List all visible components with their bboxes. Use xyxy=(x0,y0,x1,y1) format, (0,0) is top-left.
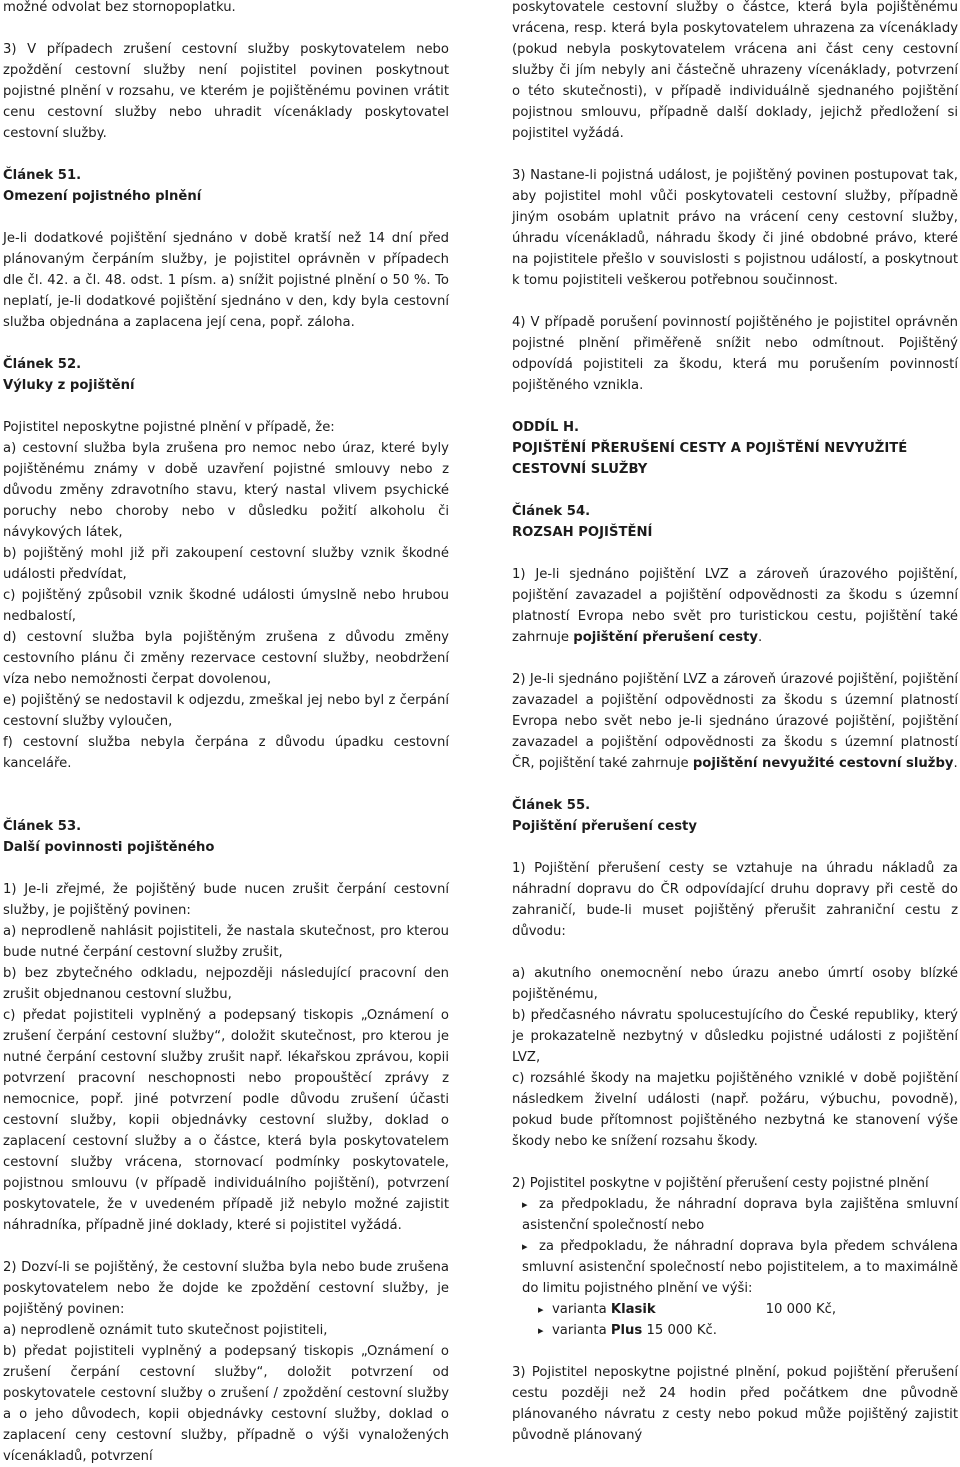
list-item: d) cestovní služba byla pojištěným zrušena z důvodu změny cestovního plánu či změny rezervace cestovní služby, neobdržení víza nebo nemožnosti čerpat dovolenou, xyxy=(3,630,449,687)
variant-row xyxy=(512,1320,958,1341)
list-item: a) cestovní služba byla zrušena pro nemoc nebo úraz, které byly pojištěnému známy v době uzavření pojistné smlouvy nebo z důvodu změny zdravotního stavu, který nastal vlivem psychické poruchy nebo choroby nebo v důsledku požití alkoholu či návykových látek, xyxy=(3,441,449,540)
section-title: ODDÍL H. xyxy=(512,420,580,435)
paragraph xyxy=(512,669,958,774)
right-column xyxy=(512,0,958,1446)
article-title: Článek 55. xyxy=(512,798,591,813)
paragraph-text: 1) Je-li sjednáno pojištění LVZ a zároveň úrazového pojištění, pojištění zavazadel a pojištění odpovědnosti za škodu s územní platností Evropa nebo svět pro turistickou cestu, pojištění také zahrnuje xyxy=(512,567,958,645)
paragraph xyxy=(512,564,958,648)
paragraph: 2) Dozví-li se pojištěný, že cestovní služba byla nebo bude zrušena poskytovatelem nebo že dojde ke zpoždění cestovní služby, je pojištěný povinen: xyxy=(3,1260,449,1317)
variant-label: varianta xyxy=(552,1323,611,1338)
bullet-item: ▸ za předpokladu, že náhradní doprava byla zajištěna smluvní asistenční společností nebo xyxy=(512,1194,958,1236)
list-item: b) předat pojistiteli vyplněný a podepsaný tiskopis „Oznámení o zrušení čerpání cestovní služby“, doložit potvrzení od poskytovatele cestovní služby o zrušení / zpoždění cestovní služby a o jeho důvodech, kopii objednávky cestovní služby, doklad o zaplacení ceny cestovní služby, případně o výši vynaložených vícenákladů, potvrzení xyxy=(3,1344,449,1464)
paragraph: 1) Je-li zřejmé, že pojištěný bude nucen zrušit čerpání cestovní služby, je pojištěný povinen: xyxy=(3,882,449,918)
list-item: a) akutního onemocnění nebo úrazu anebo úmrtí osoby blízké pojištěnému, xyxy=(512,966,958,1002)
bold-term: pojištění přerušení cesty xyxy=(573,630,758,645)
article-subtitle: Další povinnosti pojištěného xyxy=(3,840,215,855)
list-item: a) neprodleně nahlásit pojistiteli, že nastala skutečnost, pro kterou bude nutné čerpání cestovní služby zrušit, xyxy=(3,924,449,960)
list-item: e) pojištěný se nedostavil k odjezdu, zmeškal jej nebo byl z čerpání cestovní služby vyloučen, xyxy=(3,693,449,729)
list-item: b) pojištěný mohl již při zakoupení cestovní služby vznik škodné události předvídat, xyxy=(3,546,449,582)
paragraph: 3) Nastane-li pojistná událost, je pojištěný povinen postupovat tak, aby pojistitel mohl vůči poskytovateli cestovní služby, případně jiným osobám uplatnit právo na vrácení ceny cestovní služby, úhradu vícenákladů, náhradu škody či jiné obdobné právo, které na pojistitele přešlo v souvislosti s pojistnou událostí, a poskytnout k tomu pojistiteli veškerou potřebnou součinnost. xyxy=(512,168,958,288)
list-item: b) předčasného návratu spolucestujícího do České republiky, který je prokazatelně nezbytný v důsledku pojistné události z pojištění LVZ, xyxy=(512,1008,958,1065)
variant-name: Plus xyxy=(610,1323,643,1338)
article-subtitle: Omezení pojistného plnění xyxy=(3,189,202,204)
variant-name: Klasik xyxy=(610,1302,656,1317)
paragraph: Pojistitel neposkytne pojistné plnění v případě, že: xyxy=(3,420,335,435)
paragraph: poskytovatele cestovní služby o částce, která byla pojištěnému vrácena, resp. která byla poskytovatelem uhrazena za vícenáklady (pokud nebyla poskytovatelem vrácena ani část ceny cestovní služby či jím nebyly ani částečně uhrazeny vícenáklady, potvrzení o této skutečnosti), v případě individuálně sjednaného pojištění pojistnou smlouvu, případně další doklady, jejichž předložení si pojistitel vyžádá. xyxy=(512,0,958,141)
variant-label: varianta xyxy=(552,1302,611,1317)
list-item: c) rozsáhlé škody na majetku pojištěného vzniklé v době pojištění následkem živelní události (např. požáru, výbuchu, povodně), pokud bude přítomnost pojištěného nezbytná ke stanovení výše škody nebo ke snížení rozsahu škody. xyxy=(512,1071,958,1149)
paragraph: 1) Pojištění přerušení cesty se vztahuje na úhradu nákladů za náhradní dopravu do ČR odpovídající druhu dopravy při cestě do zahraničí, bude-li muset pojištěný přerušit zahraniční cestu z důvodu: xyxy=(512,861,958,939)
article-title: Článek 54. xyxy=(512,504,591,519)
triangle-bullet-icon: ▸ xyxy=(538,1303,544,1316)
section-subtitle: POJIŠTĚNÍ PŘERUŠENÍ CESTY A POJIŠTĚNÍ NEVYUŽITÉ CESTOVNÍ SLUŽBY xyxy=(512,441,908,477)
paragraph: 2) Pojistitel poskytne v pojištění přerušení cesty pojistné plnění xyxy=(512,1176,929,1191)
article-title: Článek 52. xyxy=(3,357,82,372)
article-subtitle: ROZSAH POJIŠTĚNÍ xyxy=(512,525,653,540)
variant-row xyxy=(512,1299,958,1320)
article-title: Článek 53. xyxy=(3,819,82,834)
list-item: b) bez zbytečného odkladu, nejpozději následující pracovní den zrušit objednanou cestovní službu, xyxy=(3,966,449,1002)
punct: . xyxy=(953,756,958,771)
paragraph: 4) V případě porušení povinností pojištěného je pojistitel oprávněn pojistné plnění přiměřeně snížit nebo odmítnout. Pojištěný odpovídá pojistiteli za škodu, která mu porušením povinností pojištěného vznikla. xyxy=(512,315,958,393)
paragraph: možné odvolat bez stornopoplatku. xyxy=(3,0,236,15)
list-item: c) pojištěný způsobil vznik škodné události úmyslně nebo hrubou nedbalostí, xyxy=(3,588,449,624)
bold-term: pojištění nevyužité cestovní služby xyxy=(692,756,954,771)
list-item: c) předat pojistiteli vyplněný a podepsaný tiskopis „Oznámení o zrušení čerpání cestovní služby“, doložit skutečnost, pro kterou je nutné čerpání cestovní služby zrušit např. lékařskou zprávou, kopii potvrzení pracovní neschopnosti nebo propouštěcí zprávy z nemocnice, popř. jiné potvrzení podle důvodu zrušení účasti cestovní služby, kopii objednávky cestovní služby, doklad o zaplacení cestovní služby a o částce, která byla poskytovatelem cestovní služby vrácena, stornovací podmínky poskytovatele, pojistnou smlouvu (v případě individuálního pojištění), potvrzení poskytovatele, že v uvedeném případě již nebylo možné zajistit náhradníka, případně jiné doklady, které si pojistitel vyžádá. xyxy=(3,1008,449,1233)
list-item: f) cestovní služba nebyla čerpána z důvodu úpadku cestovní kanceláře. xyxy=(3,735,449,771)
bullet-item: ▸ za předpokladu, že náhradní doprava byla předem schválena smluvní asistenční společností nebo pojistitelem, a to maximálně do limitu pojistného plnění ve výši: xyxy=(512,1236,958,1299)
triangle-bullet-icon: ▸ xyxy=(538,1324,544,1337)
variant-amount: 10 000 Kč, xyxy=(765,1302,837,1317)
article-subtitle: Pojištění přerušení cesty xyxy=(512,819,697,834)
article-subtitle: Výluky z pojištění xyxy=(3,378,135,393)
article-title: Článek 51. xyxy=(3,168,82,183)
paragraph: 3) V případech zrušení cestovní služby poskytovatelem nebo zpoždění cestovní služby není pojistitel povinen poskytnout pojistné plnění v rozsahu, ve kterém je pojištěnému povinen vrátit cenu cestovní služby nebo uhradit vícenáklady poskytovatel cestovní služby. xyxy=(3,42,449,141)
variant-amount: 15 000 Kč. xyxy=(646,1323,717,1338)
paragraph: Je-li dodatkové pojištění sjednáno v době kratší než 14 dní před plánovaným čerpáním služby, je pojistitel oprávněn v případech dle čl. 42. a čl. 48. odst. 1 písm. a) snížit pojistné plnění o 50 %. To neplatí, je-li dodatkové pojištění sjednáno v den, kdy byla cestovní služba objednána a zaplacena její cena, popř. záloha. xyxy=(3,231,449,330)
left-column xyxy=(3,0,449,1467)
paragraph-text: 2) Je-li sjednáno pojištění LVZ a zároveň úrazové pojištění, pojištění zavazadel a pojištění odpovědnosti za škodu s územní platností Evropa nebo svět nebo je-li sjednáno úrazové pojištění, pojištění zavazadel a pojištění odpovědnosti za škodu s územní platností ČR, pojištění také zahrnuje xyxy=(512,672,958,771)
list-item: a) neprodleně oznámit tuto skutečnost pojistiteli, xyxy=(3,1323,328,1338)
paragraph: 3) Pojistitel neposkytne pojistné plnění, pokud pojištění přerušení cestu později než 24 hodin před počátkem dne původně plánovaného návratu z cesty nebo pokud může pojištěný zajistit původně plánovaný xyxy=(512,1365,958,1443)
punct: . xyxy=(757,630,763,645)
